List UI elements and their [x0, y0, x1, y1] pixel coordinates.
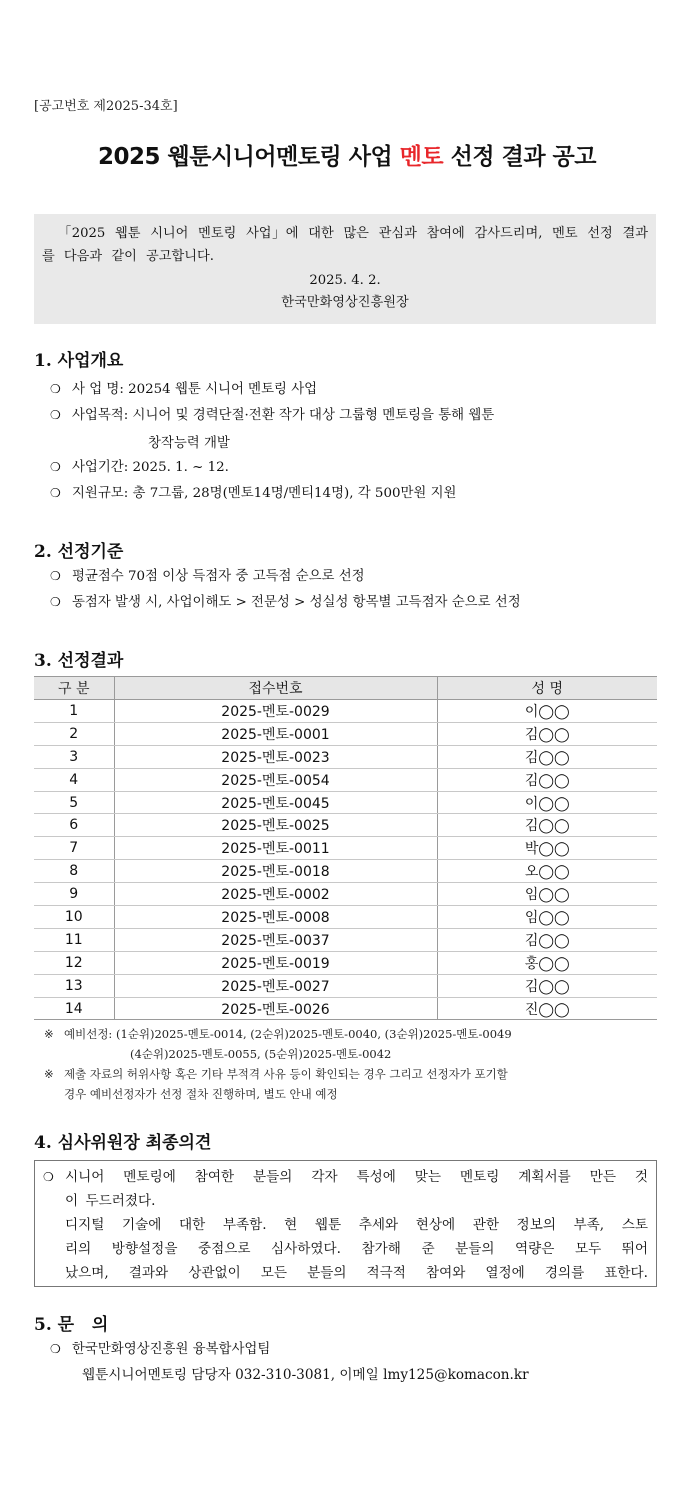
- section5-heading: 5. 문 의: [34, 1315, 109, 1335]
- purpose-continuation: 창작능력 개발: [148, 436, 230, 451]
- table-row: 9 2025-멘토-0002 임◯◯: [34, 883, 657, 906]
- bullet-icon: ❍: [50, 460, 61, 474]
- reserve-selection-note: ※ 예비선정: (1순위)2025-멘토-0014, (2순위)2025-멘토-0040, (3순위)2025-멘토-0049: [44, 1024, 512, 1044]
- opinion-line: 디지털 기술에 대한 부족함. 현 웹툰 추세와 현상에 관한 정보의 부족, 스토: [65, 1217, 648, 1233]
- page-title: [0, 138, 694, 171]
- table-row: 8 2025-멘토-0018 오◯◯: [34, 860, 657, 883]
- title-suffix: 선정 결과 공고: [443, 144, 596, 170]
- bullet-icon: ❍: [50, 486, 61, 500]
- opinion-line: 났으며, 결과와 상관없이 모든 분들의 적극적 참여와 열정에 경의를 표한다.: [65, 1265, 648, 1281]
- bullet-icon: ❍: [43, 1170, 54, 1184]
- list-item: ❍ 한국만화영상진흥원 융복합사업팀: [50, 1338, 270, 1361]
- section4-heading: 4. 심사위원장 최종의견: [34, 1133, 212, 1153]
- table-row: 2 2025-멘토-0001 김◯◯: [34, 722, 657, 745]
- opinion-line: 이 두드러졌다.: [65, 1193, 156, 1209]
- list-item: ❍ 사업기간: 2025. 1. ~ 12.: [50, 456, 229, 479]
- intro-paragraph: 「2025 웹툰 시니어 멘토링 사업」에 대한 많은 관심과 참여에 감사드리며, 멘토 선정 결과를 다음과 같이 공고합니다.: [42, 226, 648, 264]
- notice-number: [공고번호 제2025-34호]: [34, 99, 178, 114]
- replacement-note-cont: 경우 예비선정자가 선정 절차 진행하며, 별도 안내 예정: [64, 1087, 338, 1101]
- table-row: 7 2025-멘토-0011 박◯◯: [34, 837, 657, 860]
- note-mark: ※: [44, 1067, 54, 1081]
- column-header-receipt-number: 접수번호: [114, 677, 437, 700]
- table-row: 11 2025-멘토-0037 김◯◯: [34, 928, 657, 951]
- contact-info: 웹툰시니어멘토링 담당자 032-310-3081, 이메일 lmy125@komacon.kr: [82, 1367, 529, 1383]
- results-table: [34, 676, 657, 1020]
- intro-date: 2025. 4. 2.: [309, 273, 381, 288]
- table-row: 5 2025-멘토-0045 이◯◯: [34, 791, 657, 814]
- table-row: 14 2025-멘토-0026 진◯◯: [34, 997, 657, 1020]
- table-row: 4 2025-멘토-0054 김◯◯: [34, 768, 657, 791]
- list-item: ❍ 사 업 명: 20254 웹툰 시니어 멘토링 사업: [50, 378, 317, 401]
- bullet-icon: ❍: [50, 595, 61, 609]
- title-prefix: 2025 웹툰시니어멘토링 사업: [98, 144, 400, 170]
- table-header-row: [34, 677, 657, 700]
- final-opinion-box: [34, 1160, 657, 1287]
- section2-heading: 2. 선정기준: [34, 542, 124, 562]
- bullet-icon: ❍: [50, 382, 61, 396]
- table-row: 10 2025-멘토-0008 임◯◯: [34, 906, 657, 929]
- section1-heading: 1. 사업개요: [34, 351, 124, 371]
- intro-box: [34, 214, 656, 324]
- note-mark: ※: [44, 1027, 54, 1041]
- bullet-icon: ❍: [50, 1342, 61, 1356]
- title-highlight: 멘토: [399, 144, 444, 170]
- list-item: ❍ 동점자 발생 시, 사업이해도 > 전문성 > 성실성 항목별 고득점자 순으로 선정: [50, 591, 521, 614]
- section3-heading: 3. 선정결과: [34, 651, 124, 671]
- bullet-icon: ❍: [50, 408, 61, 422]
- column-header-name: 성 명: [437, 677, 657, 700]
- table-row: 1 2025-멘토-0029 이◯◯: [34, 700, 657, 723]
- table-row: 6 2025-멘토-0025 김◯◯: [34, 814, 657, 837]
- opinion-line: ❍ 시니어 멘토링에 참여한 분들의 각자 특성에 맞는 멘토링 계획서를 만든 것: [43, 1165, 648, 1189]
- list-item: ❍ 평균점수 70점 이상 득점자 중 고득점 순으로 선정: [50, 565, 365, 588]
- list-item: ❍ 사업목적: 시니어 및 경력단절·전환 작가 대상 그룹형 멘토링을 통해 웹툰: [50, 404, 494, 427]
- table-row: 3 2025-멘토-0023 김◯◯: [34, 745, 657, 768]
- column-header-category: 구 분: [34, 677, 114, 700]
- replacement-note: ※ 제출 자료의 허위사항 혹은 기타 부적격 사유 등이 확인되는 경우 그리고 선정자가 포기할: [44, 1064, 508, 1084]
- intro-organization: 한국만화영상진흥원장: [281, 295, 409, 310]
- reserve-selection-note-cont: (4순위)2025-멘토-0055, (5순위)2025-멘토-0042: [130, 1047, 392, 1061]
- opinion-line: 리의 방향설정을 중점으로 심사하였다. 참가해 준 분들의 역량은 모두 뛰어: [65, 1241, 648, 1257]
- table-row: 13 2025-멘토-0027 김◯◯: [34, 974, 657, 997]
- list-item: ❍ 지원규모: 총 7그룹, 28명(멘토14명/멘티14명), 각 500만원 지원: [50, 482, 457, 505]
- bullet-icon: ❍: [50, 569, 61, 583]
- table-row: 12 2025-멘토-0019 홍◯◯: [34, 951, 657, 974]
